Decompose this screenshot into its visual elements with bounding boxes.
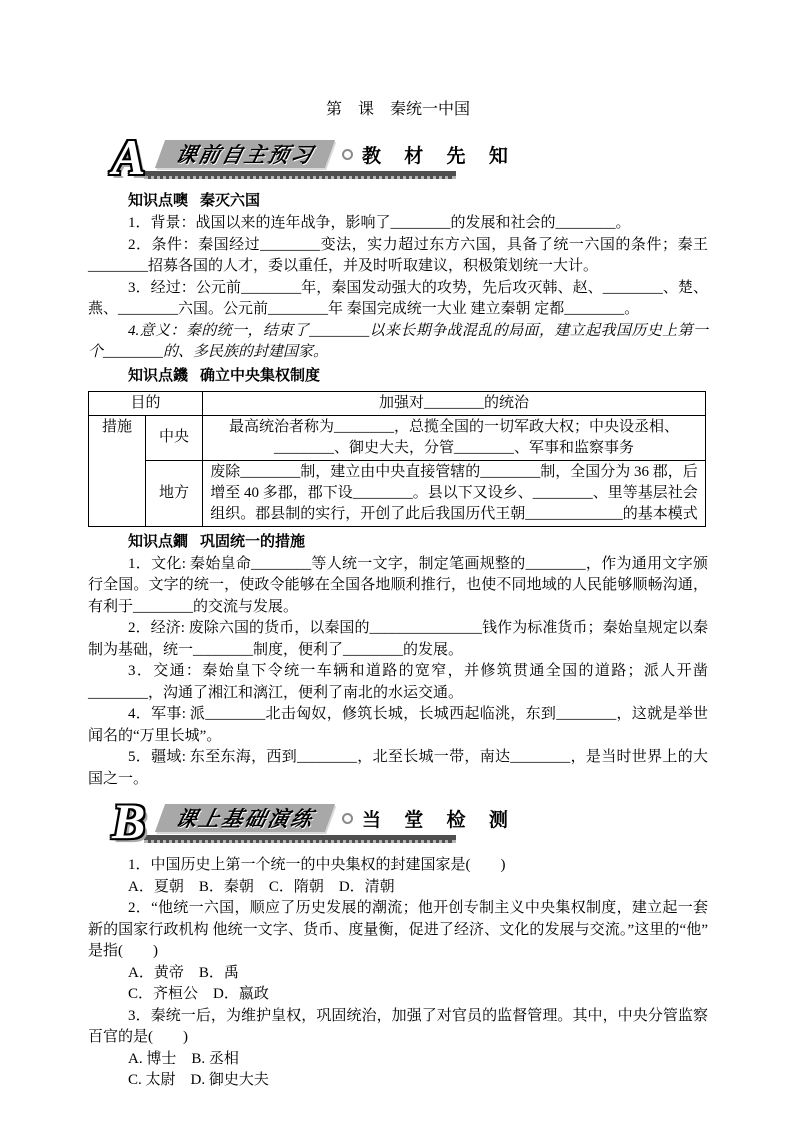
economy-paragraph: 2．经济: 废除六国的货币，以秦国的_______________钱作为标准货币；秦始皇规定以秦制为基础，统一________制度，便利了________的发展。 <box>88 620 708 658</box>
local-content-cell: 废除________制，建立由中央直接管辖的________制，全国分为 36 郡，后增至 40 多郡，郡下设________。县以下又设乡、________、里等基层社会组织。郡县制的实行，开创了此后我国历代王朝_____________的基本模式 <box>203 460 706 526</box>
bullet-dot-icon <box>342 149 353 160</box>
section-a-band <box>155 140 335 168</box>
knowledge-point-1-title: 秦灭六国 <box>200 193 261 209</box>
section-a-banner <box>112 129 708 185</box>
section-a-underline-bar <box>144 171 456 179</box>
section-b-band <box>155 804 335 832</box>
knowledge-point-3-badge: 知识点鐧 <box>128 533 189 550</box>
question-2-options-cd: C．齐桓公 D．嬴政 <box>128 986 269 1002</box>
table-row <box>89 460 706 526</box>
question-2-options-ab: A．黄帝 B．禹 <box>128 964 239 981</box>
letter-a-icon: A <box>112 129 146 185</box>
knowledge-point-2-badge: 知识点鐖 <box>128 367 189 384</box>
section-a-tail-label: 教 材 先 知 <box>362 145 517 167</box>
letter-b-icon: B <box>112 793 146 849</box>
table-row <box>89 415 706 460</box>
question-1: 1．中国历史上第一个统一的中央集权的封建国家是( ) <box>128 857 506 873</box>
measures-label-cell: 措施 <box>89 415 146 526</box>
section-a-banner-row <box>160 139 517 169</box>
section-b-banner <box>112 793 708 849</box>
section-a-band-label: 课前自主预习 <box>173 144 317 167</box>
question-3-options-cd: C. 太尉 D. 御史大夫 <box>128 1072 269 1088</box>
worksheet-content <box>88 96 708 1092</box>
central-label-cell: 中央 <box>146 415 203 460</box>
table-row <box>89 391 706 415</box>
knowledge-point-1-badge: 知识点噢 <box>128 193 189 209</box>
section-b-tail-label: 当 堂 检 测 <box>362 809 517 831</box>
culture-paragraph: 1．文化: 秦始皇命________等人统一文字，制定笔画规整的________，作为通用文字颁行全国。文字的统一，使政令能够在全国各地顺利推行，也使不同地域的人民能够顺畅沟通，有利于________的交流与发展。 <box>88 555 708 615</box>
knowledge-point-2-heading <box>128 366 708 387</box>
territory-paragraph: 5．疆域: 东至东海，西到________，北至长城一带，南达________，是当时世界上的大国之一。 <box>88 749 708 787</box>
section-b-underline-bar <box>144 835 456 843</box>
process-paragraph: 3．经过：公元前________年，秦国发动强大的攻势，先后攻灭韩、赵、________、楚、燕、________六国。公元前________年 秦国完成统一大业 建立秦朝 定都________。 <box>88 279 708 317</box>
bullet-dot-icon <box>342 813 353 824</box>
knowledge-point-3-title: 巩固统一的措施 <box>200 533 306 550</box>
section-b-banner-row <box>160 803 517 833</box>
local-label-cell: 地方 <box>146 460 203 526</box>
section-b-band-label: 课上基础演练 <box>173 808 317 831</box>
military-paragraph: 4．军事: 派________北击匈奴，修筑长城，长城西起临洮，东到________，这就是举世闻名的“万里长城”。 <box>88 706 708 744</box>
question-2: 2．“他统一六国，顺应了历史发展的潮流；他开创专制主义中央集权制度，建立起一套新的国家行政机构 他统一文字、货币、度量衡，促进了经济、文化的发展与交流。”这里的“他”是指( ) <box>88 900 708 959</box>
page-title: 第 课 秦统一中国 <box>325 101 470 118</box>
knowledge-point-1-heading <box>128 191 708 212</box>
transport-paragraph: 3．交通：秦始皇下令统一车辆和道路的宽窄，并修筑贯通全国的道路；派人开凿________，沟通了湘江和漓江，便利了南北的水运交通。 <box>88 663 708 701</box>
purpose-label-cell: 目的 <box>89 391 203 415</box>
question-1-options: A．夏朝 B．秦朝 C．隋朝 D．清朝 <box>128 878 395 895</box>
central-power-table <box>88 391 706 527</box>
knowledge-point-2-title: 确立中央集权制度 <box>200 367 321 384</box>
question-3-options-ab: A. 博士 B. 丞相 <box>128 1050 239 1067</box>
central-content-cell: 最高统治者称为________，总揽全国的一切军政大权；中央设丞相、________、御史大夫，分管________、军事和监察事务 <box>203 415 706 460</box>
purpose-content-cell: 加强对________的统治 <box>203 391 706 415</box>
knowledge-point-3-heading <box>128 532 708 553</box>
significance-paragraph: 4.意义：秦的统一，结束了________以来长期争战混乱的局面，建立起我国历史上第一个________的、多民族的封建国家。 <box>88 322 708 360</box>
condition-paragraph: 2．条件：秦国经过________变法，实力超过东方六国，具备了统一六国的条件；秦王________招募各国的人才，委以重任，并及时听取建议，积极策划统一大计。 <box>88 236 708 274</box>
question-3: 3．秦统一后，为维护皇权，巩固统治，加强了对官员的监督管理。其中，中央分管监察百官的是( ) <box>88 1007 708 1045</box>
background-paragraph: 1．背景：战国以来的连年战争，影响了________的发展和社会的________。 <box>128 215 631 231</box>
